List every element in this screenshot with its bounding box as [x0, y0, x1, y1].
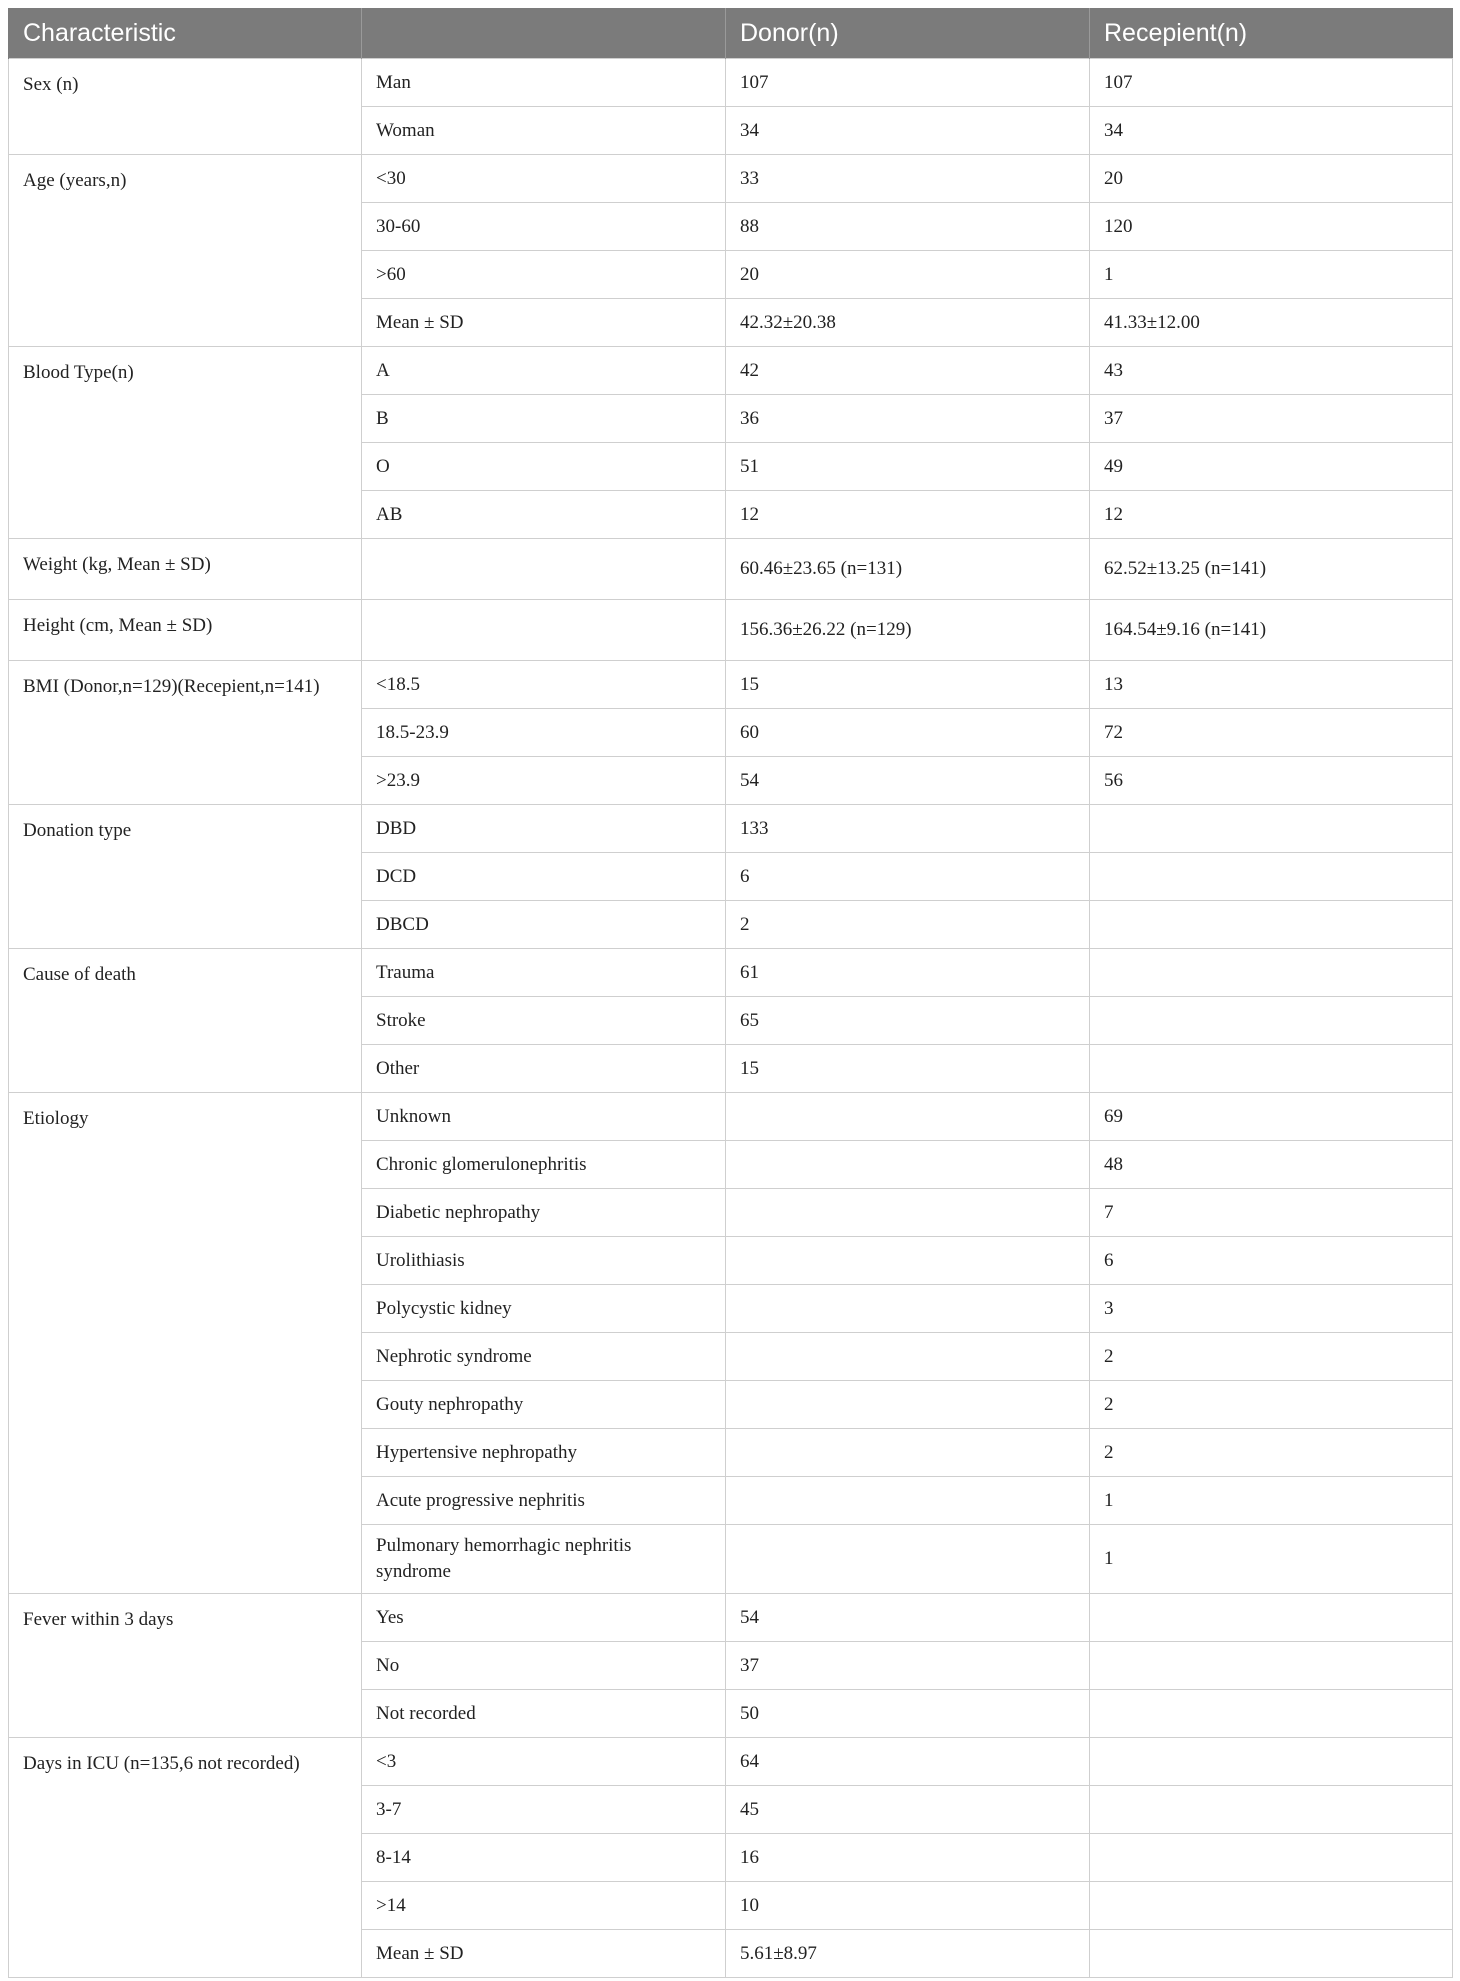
donor-value: 60 — [726, 709, 1090, 757]
characteristic-label: Fever within 3 days — [9, 1594, 362, 1738]
recipient-value: 1 — [1090, 251, 1453, 299]
donor-value — [726, 1429, 1090, 1477]
donor-value: 33 — [726, 155, 1090, 203]
subcategory-cell: DCD — [362, 853, 726, 901]
recipient-value: 43 — [1090, 347, 1453, 395]
donor-value: 15 — [726, 661, 1090, 709]
recipient-value: 41.33±12.00 — [1090, 299, 1453, 347]
donor-value: 37 — [726, 1642, 1090, 1690]
subcategory-cell: Mean ± SD — [362, 299, 726, 347]
table-row — [9, 59, 1453, 107]
recipient-value — [1090, 1738, 1453, 1786]
recipient-value — [1090, 853, 1453, 901]
subcategory-cell: 30-60 — [362, 203, 726, 251]
table-row — [9, 661, 1453, 709]
donor-value: 2 — [726, 901, 1090, 949]
table-row — [9, 539, 1453, 600]
donor-value: 50 — [726, 1690, 1090, 1738]
characteristic-label: Days in ICU (n=135,6 not recorded) — [9, 1738, 362, 1978]
subcategory-cell: Chronic glomerulonephritis — [362, 1141, 726, 1189]
characteristic-label: Height (cm, Mean ± SD) — [9, 600, 362, 661]
table-row — [9, 1093, 1453, 1141]
recipient-value: 37 — [1090, 395, 1453, 443]
subcategory-cell: Man — [362, 59, 726, 107]
recipient-value: 72 — [1090, 709, 1453, 757]
donor-value: 10 — [726, 1882, 1090, 1930]
recipient-value — [1090, 1045, 1453, 1093]
donor-value: 45 — [726, 1786, 1090, 1834]
header-characteristic: Characteristic — [9, 8, 362, 59]
donor-value: 51 — [726, 443, 1090, 491]
recipient-value: 56 — [1090, 757, 1453, 805]
subcategory-cell: No — [362, 1642, 726, 1690]
donor-value: 16 — [726, 1834, 1090, 1882]
subcategory-cell: 18.5-23.9 — [362, 709, 726, 757]
donor-value: 133 — [726, 805, 1090, 853]
subcategory-cell: Woman — [362, 107, 726, 155]
subcategory-cell: Trauma — [362, 949, 726, 997]
recipient-value: 69 — [1090, 1093, 1453, 1141]
table-row — [9, 949, 1453, 997]
subcategory-cell: B — [362, 395, 726, 443]
donor-value: 12 — [726, 491, 1090, 539]
subcategory-cell: <3 — [362, 1738, 726, 1786]
table-row — [9, 1738, 1453, 1786]
recipient-value: 2 — [1090, 1381, 1453, 1429]
donor-value: 15 — [726, 1045, 1090, 1093]
table-body — [9, 59, 1453, 1978]
recipient-value: 13 — [1090, 661, 1453, 709]
subcategory-cell: <18.5 — [362, 661, 726, 709]
recipient-value — [1090, 1786, 1453, 1834]
recipient-value: 62.52±13.25 (n=141) — [1090, 539, 1453, 600]
donor-value: 88 — [726, 203, 1090, 251]
donor-value — [726, 1237, 1090, 1285]
donor-value: 36 — [726, 395, 1090, 443]
subcategory-cell: Unknown — [362, 1093, 726, 1141]
recipient-value: 2 — [1090, 1333, 1453, 1381]
subcategory-cell: <30 — [362, 155, 726, 203]
characteristic-label: Blood Type(n) — [9, 347, 362, 539]
recipient-value: 1 — [1090, 1477, 1453, 1525]
recipient-value: 20 — [1090, 155, 1453, 203]
characteristic-label: Cause of death — [9, 949, 362, 1093]
characteristic-label: Sex (n) — [9, 59, 362, 155]
recipient-value — [1090, 949, 1453, 997]
table-row — [9, 805, 1453, 853]
donor-value: 107 — [726, 59, 1090, 107]
recipient-value — [1090, 901, 1453, 949]
header-row — [9, 8, 1453, 59]
donor-value — [726, 1381, 1090, 1429]
subcategory-cell: AB — [362, 491, 726, 539]
subcategory-cell: >60 — [362, 251, 726, 299]
recipient-value — [1090, 1642, 1453, 1690]
subcategory-cell: Not recorded — [362, 1690, 726, 1738]
recipient-value — [1090, 1690, 1453, 1738]
recipient-value: 3 — [1090, 1285, 1453, 1333]
subcategory-cell: A — [362, 347, 726, 395]
donor-value: 5.61±8.97 — [726, 1930, 1090, 1978]
subcategory-cell: 3-7 — [362, 1786, 726, 1834]
recipient-value: 49 — [1090, 443, 1453, 491]
donor-value: 42.32±20.38 — [726, 299, 1090, 347]
subcategory-cell: >23.9 — [362, 757, 726, 805]
subcategory-cell: Mean ± SD — [362, 1930, 726, 1978]
donor-value: 54 — [726, 1594, 1090, 1642]
donor-value — [726, 1477, 1090, 1525]
donor-value: 20 — [726, 251, 1090, 299]
header-subcategory — [362, 8, 726, 59]
recipient-value: 2 — [1090, 1429, 1453, 1477]
donor-value: 156.36±26.22 (n=129) — [726, 600, 1090, 661]
subcategory-cell: >14 — [362, 1882, 726, 1930]
recipient-value — [1090, 997, 1453, 1045]
subcategory-cell: Other — [362, 1045, 726, 1093]
recipient-value — [1090, 1834, 1453, 1882]
donor-value: 65 — [726, 997, 1090, 1045]
donor-value — [726, 1285, 1090, 1333]
subcategory-cell: Yes — [362, 1594, 726, 1642]
subcategory-cell — [362, 539, 726, 600]
donor-value — [726, 1189, 1090, 1237]
recipient-value — [1090, 1930, 1453, 1978]
subcategory-cell: Gouty nephropathy — [362, 1381, 726, 1429]
subcategory-cell: Polycystic kidney — [362, 1285, 726, 1333]
header-donor: Donor(n) — [726, 8, 1090, 59]
characteristic-label: BMI (Donor,n=129)(Recepient,n=141) — [9, 661, 362, 805]
subcategory-cell: Urolithiasis — [362, 1237, 726, 1285]
table-row — [9, 1594, 1453, 1642]
subcategory-cell: Hypertensive nephropathy — [362, 1429, 726, 1477]
table-row — [9, 155, 1453, 203]
recipient-value: 1 — [1090, 1525, 1453, 1594]
characteristic-label: Donation type — [9, 805, 362, 949]
donor-value: 42 — [726, 347, 1090, 395]
subcategory-cell: Diabetic nephropathy — [362, 1189, 726, 1237]
subcategory-cell: 8-14 — [362, 1834, 726, 1882]
subcategory-cell — [362, 600, 726, 661]
subcategory-cell: Acute progressive nephritis — [362, 1477, 726, 1525]
donor-value — [726, 1093, 1090, 1141]
subcategory-cell: Pulmonary hemorrhagic nephritis syndrome — [362, 1525, 726, 1594]
donor-value: 34 — [726, 107, 1090, 155]
donor-value: 60.46±23.65 (n=131) — [726, 539, 1090, 600]
characteristic-label: Etiology — [9, 1093, 362, 1594]
recipient-value — [1090, 805, 1453, 853]
recipient-value: 34 — [1090, 107, 1453, 155]
recipient-value: 7 — [1090, 1189, 1453, 1237]
recipient-value: 6 — [1090, 1237, 1453, 1285]
donor-value: 54 — [726, 757, 1090, 805]
subcategory-cell: DBD — [362, 805, 726, 853]
subcategory-cell: Stroke — [362, 997, 726, 1045]
recipient-value — [1090, 1594, 1453, 1642]
donor-value — [726, 1525, 1090, 1594]
recipient-value: 120 — [1090, 203, 1453, 251]
recipient-value: 164.54±9.16 (n=141) — [1090, 600, 1453, 661]
donor-value: 6 — [726, 853, 1090, 901]
subcategory-cell: DBCD — [362, 901, 726, 949]
recipient-value: 48 — [1090, 1141, 1453, 1189]
characteristic-label: Age (years,n) — [9, 155, 362, 347]
characteristics-table — [8, 8, 1453, 1978]
table-row — [9, 347, 1453, 395]
recipient-value: 12 — [1090, 491, 1453, 539]
donor-value: 64 — [726, 1738, 1090, 1786]
characteristic-label: Weight (kg, Mean ± SD) — [9, 539, 362, 600]
recipient-value — [1090, 1882, 1453, 1930]
donor-value — [726, 1141, 1090, 1189]
subcategory-cell: O — [362, 443, 726, 491]
table-row — [9, 600, 1453, 661]
header-recipient: Recepient(n) — [1090, 8, 1453, 59]
subcategory-cell: Nephrotic syndrome — [362, 1333, 726, 1381]
recipient-value: 107 — [1090, 59, 1453, 107]
donor-value: 61 — [726, 949, 1090, 997]
donor-value — [726, 1333, 1090, 1381]
